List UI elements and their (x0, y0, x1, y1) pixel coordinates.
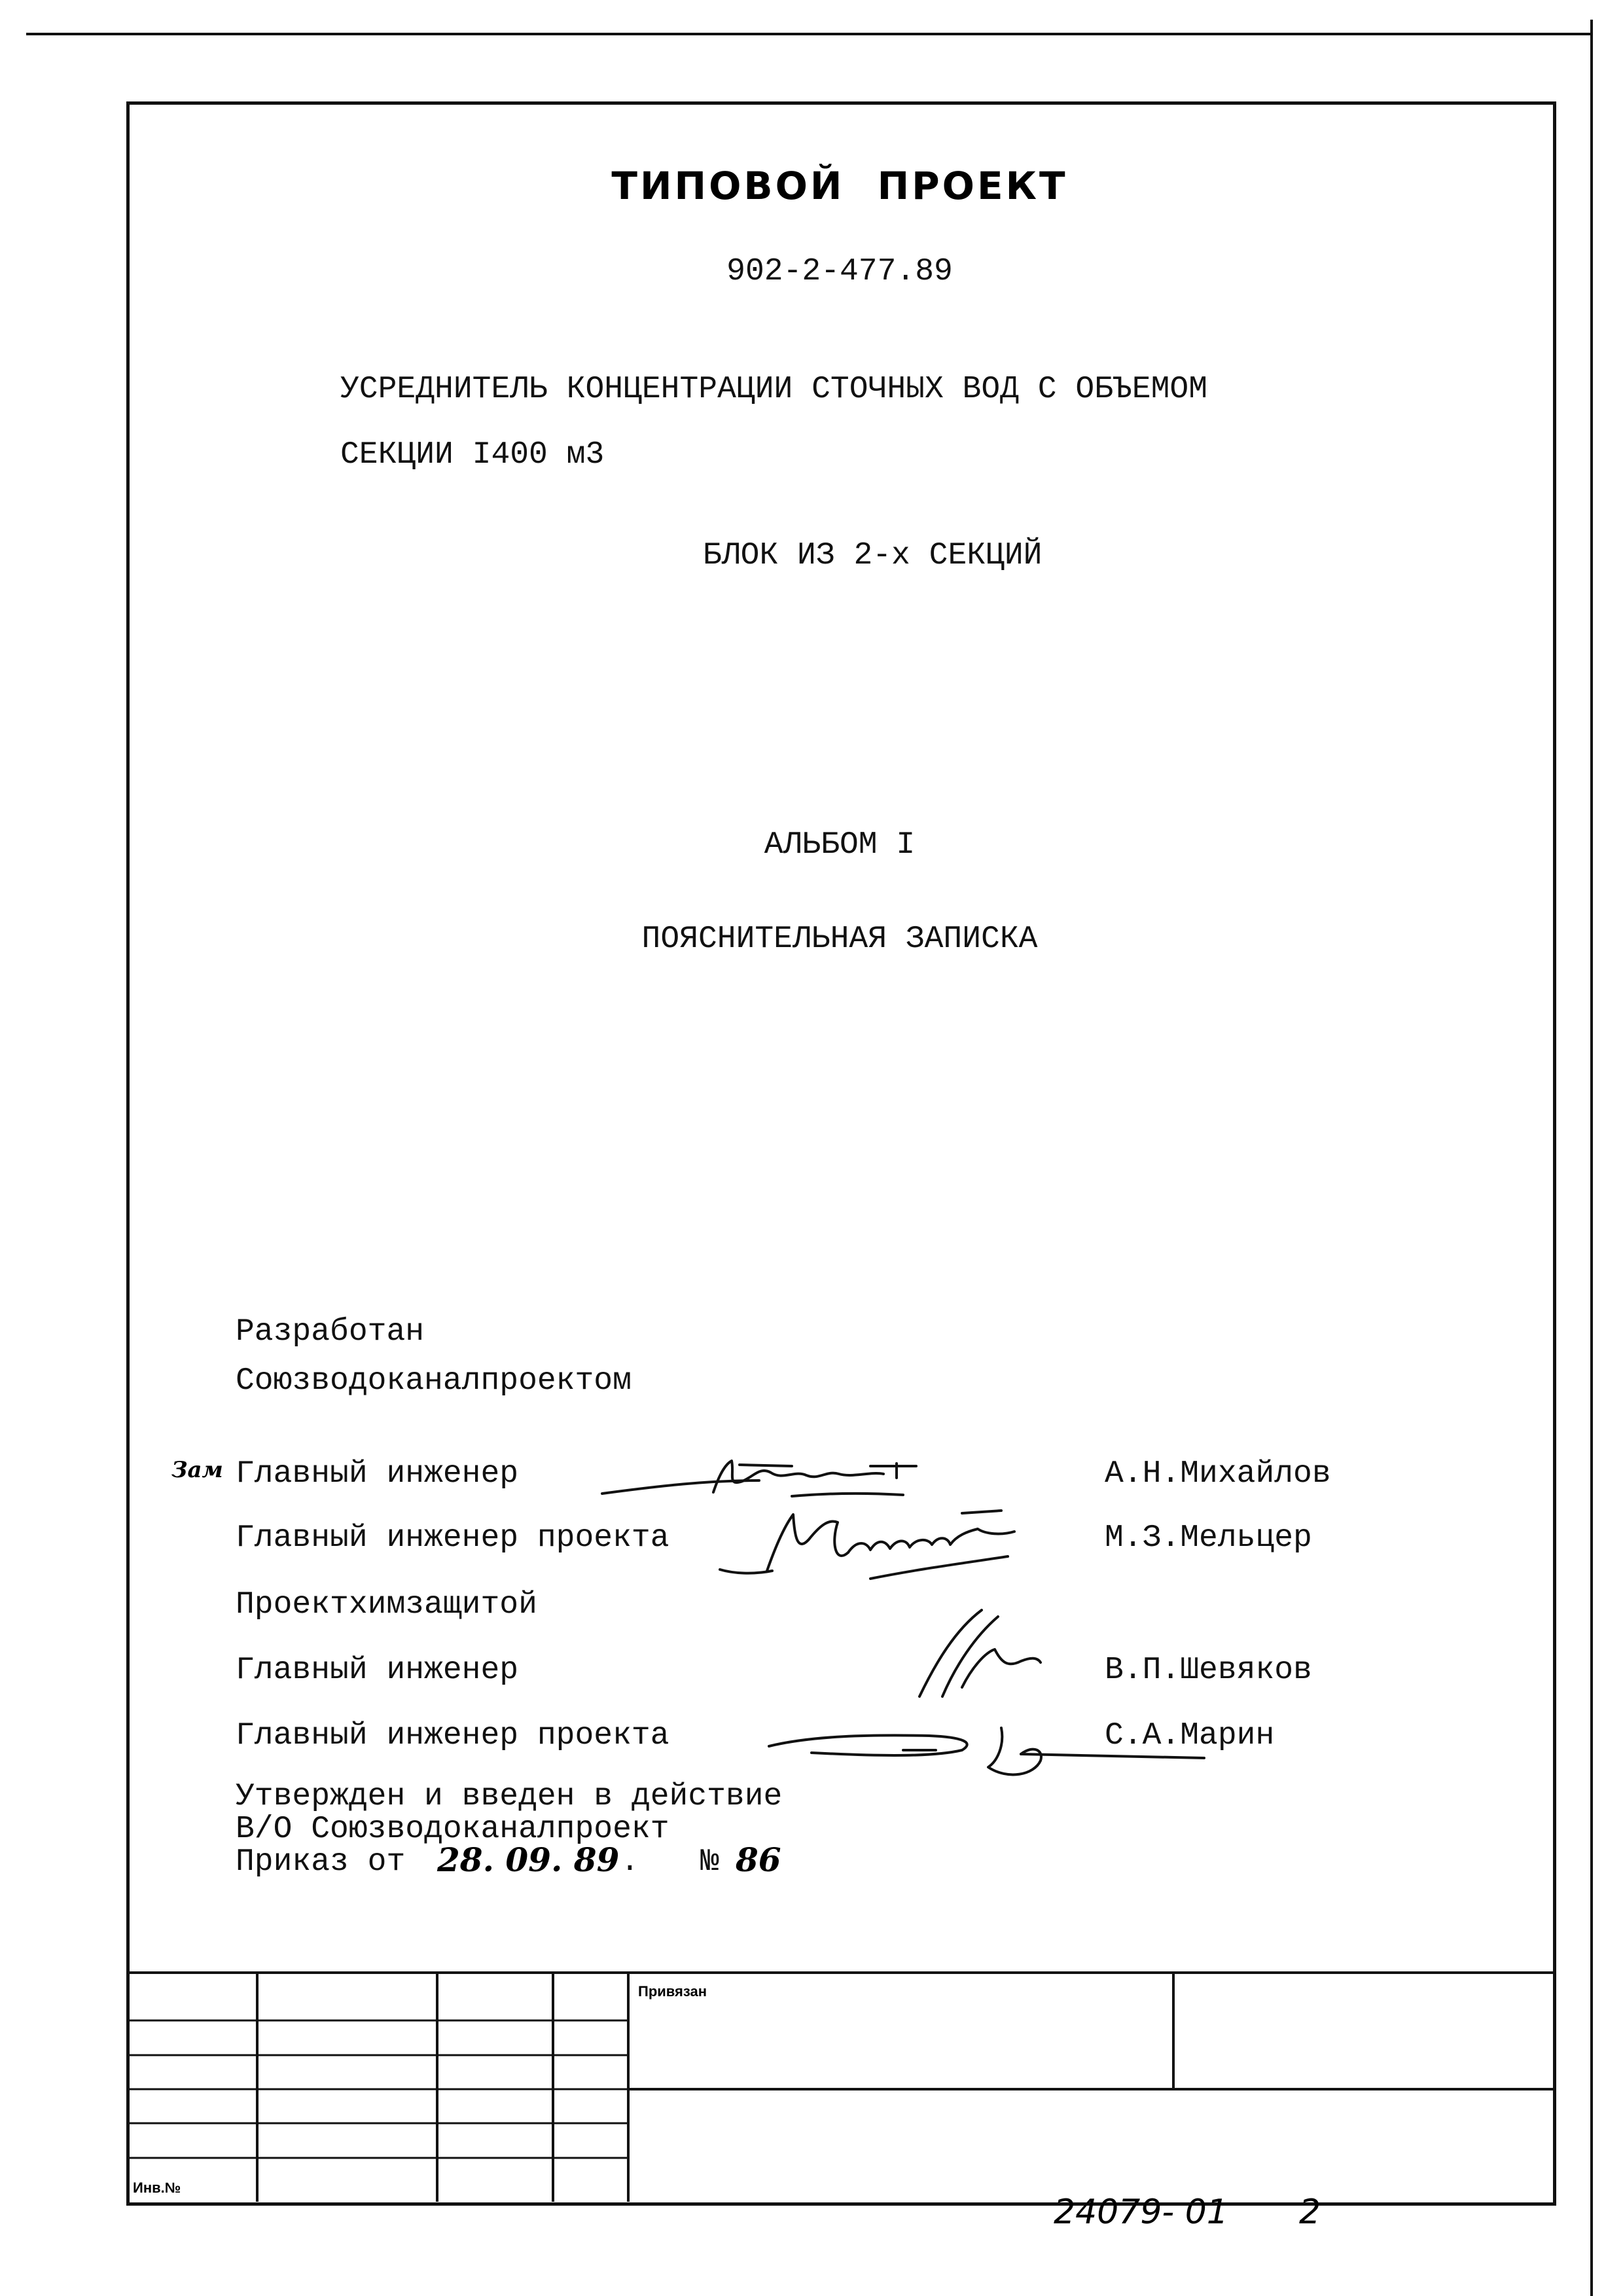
attached-label: Привязан (638, 1983, 707, 2000)
organization-2: Проектхимзащитой (236, 1587, 537, 1623)
top-border-line (26, 33, 1593, 35)
organization-1: Союзводоканалпроектом (236, 1363, 632, 1399)
chief-project-engineer-label-1: Главный инженер проекта (236, 1520, 669, 1556)
stamp-table (126, 1971, 1553, 2202)
order-date-period: . (620, 1844, 639, 1880)
document-type: ПОЯСНИТЕЛЬНАЯ ЗАПИСКА (641, 922, 1038, 957)
footer-page-number: 2 (1299, 2193, 1321, 2232)
right-border-line (1590, 20, 1593, 2296)
name-meltser: М.З.Мельцер (1105, 1520, 1312, 1556)
name-marin: С.А.Марин (1105, 1718, 1275, 1753)
name-mikhailov: А.Н.Михайлов (1105, 1456, 1331, 1492)
block-description: БЛОК ИЗ 2-х СЕКЦИЙ (703, 538, 1043, 573)
project-code: 902-2-477.89 (726, 254, 953, 289)
order-number-prefix: № (700, 1844, 719, 1880)
chief-project-engineer-label-2: Главный инженер проекта (236, 1718, 669, 1753)
document-frame (126, 101, 1556, 2206)
deputy-prefix-handwritten: Зам (171, 1457, 223, 1483)
developed-by-label: Разработан (236, 1314, 425, 1350)
document-title: ТИПОВОЙ ПРОЕКТ (611, 164, 1068, 208)
subtitle-line-2: СЕКЦИИ I400 м3 (340, 437, 605, 473)
inventory-number-label: Инв.№ (133, 2179, 181, 2196)
order-date: 28. 09. 89 (437, 1840, 620, 1879)
chief-engineer-label-1: Главный инженер (236, 1456, 519, 1492)
order-number: 86 (736, 1840, 781, 1879)
order-prefix: Приказ от (236, 1844, 406, 1880)
chief-engineer-label-2: Главный инженер (236, 1653, 519, 1688)
footer-document-code: 24079- 01 (1054, 2193, 1228, 2232)
subtitle-line-1: УСРЕДНИТЕЛЬ КОНЦЕНТРАЦИИ СТОЧНЫХ ВОД С ОБЪЕМОМ (340, 372, 1208, 407)
approval-line-1: Утвержден и введен в действие (236, 1779, 783, 1814)
album-label: АЛЬБОМ I (764, 827, 916, 863)
approval-line-2: В/О Союзводоканалпроект (236, 1812, 669, 1847)
name-shevyakov: В.П.Шевяков (1105, 1653, 1312, 1688)
